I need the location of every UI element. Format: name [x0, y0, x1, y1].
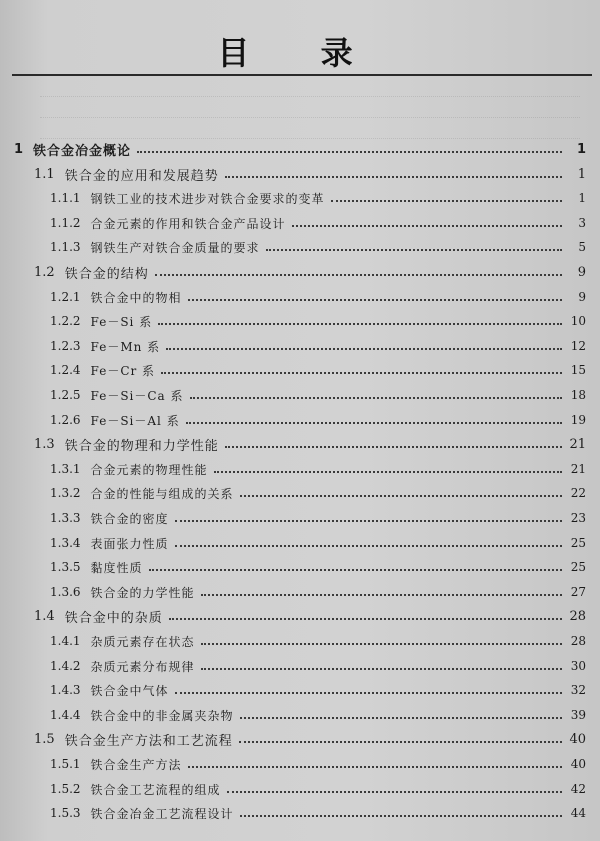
toc-page-number: 1	[578, 191, 586, 205]
toc-section-number: 1.3.5	[50, 560, 81, 574]
toc-entry	[0, 656, 600, 676]
toc-page-number: 25	[570, 560, 586, 574]
toc-section-title: 铁合金中的非金属夹杂物	[90, 708, 234, 723]
toc-entry	[0, 459, 600, 479]
toc-section-title: 钢铁生产对铁合金质量的要求	[90, 240, 260, 255]
toc-leader-dots	[186, 422, 562, 424]
toc-section-number: 1.4.3	[50, 683, 81, 697]
toc-leader-dots	[188, 299, 562, 301]
toc-leader-dots	[240, 717, 562, 719]
toc-page-number: 32	[570, 683, 586, 697]
toc-leader-dots	[214, 471, 562, 473]
toc-page-number: 39	[570, 708, 586, 722]
toc-entry	[0, 336, 600, 356]
toc-leader-dots	[201, 643, 562, 645]
toc-leader-dots	[161, 372, 562, 374]
toc-section-title: 铁合金生产方法和工艺流程	[64, 733, 233, 749]
toc-leader-dots	[227, 791, 562, 793]
toc-section-title: 铁合金中的杂质	[64, 610, 163, 626]
toc-entry	[0, 262, 600, 282]
toc-entry	[0, 410, 600, 430]
toc-section-title: 合金元素的作用和铁合金产品设计	[90, 216, 286, 231]
toc-leader-dots	[169, 618, 562, 620]
toc-section-number: 1.4.2	[50, 659, 81, 673]
toc-leader-dots	[175, 545, 562, 547]
toc-section-number: 1.5.1	[50, 757, 81, 771]
toc-section-number: 1.4	[34, 608, 55, 624]
toc-entry	[0, 164, 600, 184]
toc-page-number: 9	[577, 264, 586, 280]
toc-leader-dots	[190, 397, 562, 399]
title-divider	[12, 74, 592, 76]
toc-section-number: 1.3.4	[50, 536, 81, 550]
toc-page-number: 9	[578, 290, 586, 304]
toc-page-number: 40	[570, 757, 586, 771]
toc-leader-dots	[201, 668, 562, 670]
toc-entry	[0, 557, 600, 577]
toc-page-number: 15	[570, 363, 586, 377]
toc-section-number: 1.1.3	[50, 240, 81, 254]
toc-section-title: 铁合金中的物相	[90, 290, 182, 305]
toc-section-number: 1.2.5	[50, 388, 81, 402]
toc-section-number: 1.5.3	[50, 806, 81, 820]
toc-entry	[0, 311, 600, 331]
toc-entry	[0, 508, 600, 528]
toc-leader-dots	[175, 520, 562, 522]
toc-section-title: 杂质元素分布规律	[90, 659, 195, 674]
toc-section-number: 1.4.1	[50, 634, 81, 648]
toc-leader-dots	[201, 594, 562, 596]
toc-section-number: 1.2.4	[50, 363, 81, 377]
toc-section-title: Fe－Si－Al 系	[90, 413, 180, 428]
toc-leader-dots	[225, 446, 562, 448]
toc-page-number: 18	[570, 388, 586, 402]
toc-entry	[0, 779, 600, 799]
toc-section-title: 合金元素的物理性能	[90, 462, 208, 477]
toc-leader-dots	[149, 569, 562, 571]
toc-entry	[0, 188, 600, 208]
toc-entry	[0, 606, 600, 626]
toc-section-title: Fe－Si－Ca 系	[90, 388, 184, 403]
toc-section-number: 1.3.3	[50, 511, 81, 525]
toc-page-number: 21	[569, 436, 586, 452]
toc-section-title: 黏度性质	[90, 560, 143, 575]
toc-leader-dots	[331, 200, 562, 202]
toc-leader-dots	[137, 151, 562, 153]
toc-page-number: 44	[570, 806, 586, 820]
toc-entry	[0, 287, 600, 307]
toc-entry	[0, 213, 600, 233]
toc-section-title: 铁合金中气体	[90, 683, 169, 698]
toc-page-number: 1	[576, 141, 586, 157]
toc-page-number: 21	[570, 462, 586, 476]
toc-section-number: 1.1.1	[50, 191, 81, 205]
toc-page-number: 5	[578, 240, 586, 254]
toc-leader-dots	[292, 225, 562, 227]
toc-page-number: 1	[577, 166, 586, 182]
toc-entry	[0, 705, 600, 725]
toc-section-title: 铁合金生产方法	[90, 757, 182, 772]
toc-section-title: Fe－Mn 系	[90, 339, 161, 354]
toc-entry	[0, 434, 600, 454]
toc-page-number: 3	[578, 216, 586, 230]
toc-section-number: 1.3.1	[50, 462, 81, 476]
toc-section-title: 表面张力性质	[90, 536, 169, 551]
toc-section-title: 铁合金冶金工艺流程设计	[90, 806, 234, 821]
toc-section-title: 铁合金的结构	[64, 266, 149, 282]
toc-entry	[0, 754, 600, 774]
toc-page-number: 27	[570, 585, 586, 599]
toc-leader-dots	[155, 274, 562, 276]
toc-entry	[0, 631, 600, 651]
toc-leader-dots	[266, 249, 562, 251]
toc-page-number: 12	[570, 339, 586, 353]
toc-section-number: 1.5	[34, 731, 55, 747]
toc-entry	[0, 360, 600, 380]
toc-entry	[0, 680, 600, 700]
toc-page-number: 28	[569, 608, 586, 624]
toc-section-title: 杂质元素存在状态	[90, 634, 195, 649]
toc-leader-dots	[239, 741, 562, 743]
toc-section-number: 1.2.1	[50, 290, 81, 304]
toc-leader-dots	[188, 766, 562, 768]
toc-section-title: 合金的性能与组成的关系	[90, 486, 234, 501]
toc-entry	[0, 729, 600, 749]
toc-entry	[0, 803, 600, 823]
toc-section-number: 1	[14, 141, 24, 157]
toc-section-number: 1.2.3	[50, 339, 81, 353]
toc-section-number: 1.2.2	[50, 314, 81, 328]
toc-section-number: 1.1.2	[50, 216, 81, 230]
toc-leader-dots	[240, 495, 562, 497]
page-title: 目 录	[217, 34, 383, 72]
toc-section-number: 1.2.6	[50, 413, 81, 427]
toc-section-title: 铁合金的力学性能	[90, 585, 195, 600]
toc-page-number: 23	[570, 511, 586, 525]
toc-leader-dots	[240, 815, 562, 817]
toc-section-number: 1.3	[34, 436, 55, 452]
toc-entry	[0, 237, 600, 257]
toc-section-title: Fe－Si 系	[90, 314, 153, 329]
toc-page-number: 30	[570, 659, 586, 673]
toc-section-title: 铁合金的物理和力学性能	[64, 438, 219, 454]
toc-section-title: 铁合金工艺流程的组成	[90, 782, 221, 797]
toc-section-title: 铁合金冶金概论	[33, 143, 132, 159]
toc-page-number: 10	[570, 314, 586, 328]
toc-page-number: 22	[570, 486, 586, 500]
toc-leader-dots	[166, 348, 562, 350]
toc-section-title: 铁合金的密度	[90, 511, 169, 526]
toc-section-title: Fe－Cr 系	[90, 363, 156, 378]
toc-page-number: 40	[569, 731, 586, 747]
toc-page-number: 25	[570, 536, 586, 550]
toc-entry	[0, 582, 600, 602]
toc-entry	[0, 385, 600, 405]
toc-section-number: 1.3.6	[50, 585, 81, 599]
toc-entry	[0, 483, 600, 503]
toc-entry	[0, 139, 600, 159]
toc-section-number: 1.5.2	[50, 782, 81, 796]
toc-section-number: 1.2	[34, 264, 55, 280]
toc-section-number: 1.1	[34, 166, 55, 182]
toc-section-title: 铁合金的应用和发展趋势	[64, 168, 219, 184]
toc-section-number: 1.3.2	[50, 486, 81, 500]
toc-page-number: 19	[570, 413, 586, 427]
toc-entry	[0, 533, 600, 553]
toc-page-number: 42	[570, 782, 586, 796]
toc-section-title: 钢铁工业的技术进步对铁合金要求的变革	[90, 191, 325, 206]
toc-leader-dots	[175, 692, 562, 694]
toc-leader-dots	[158, 323, 562, 325]
toc-page-number: 28	[570, 634, 586, 648]
toc-leader-dots	[225, 176, 562, 178]
toc-section-number: 1.4.4	[50, 708, 81, 722]
